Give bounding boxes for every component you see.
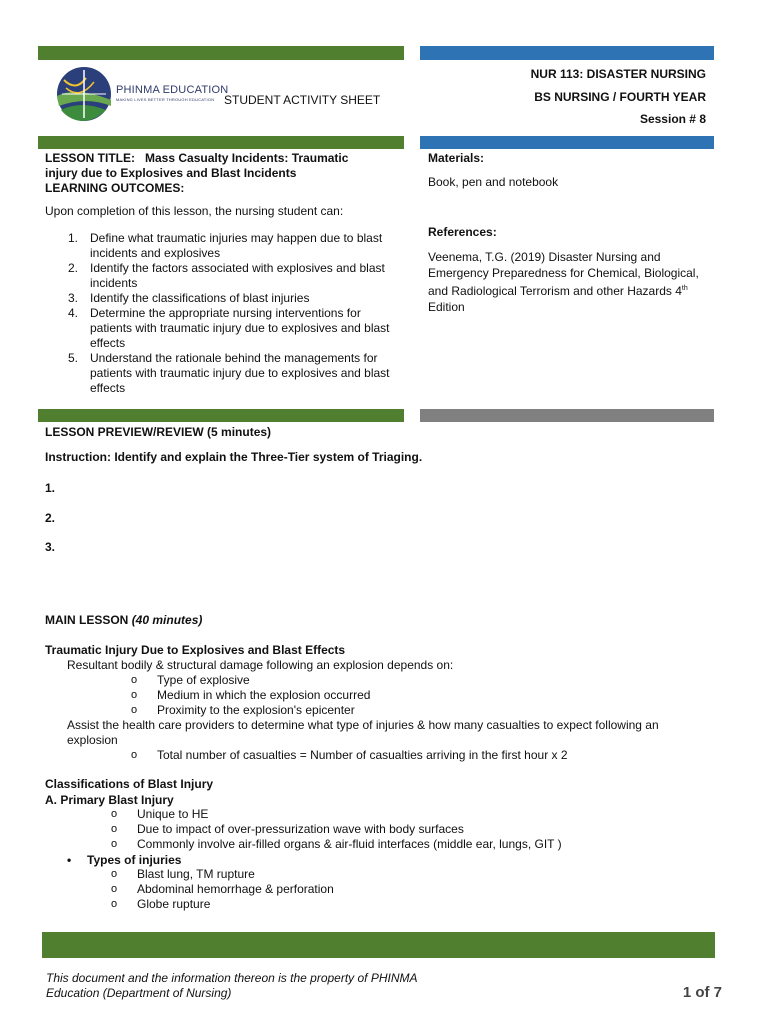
types-heading-text: Types of injuries — [87, 853, 182, 867]
type-item: o Blast lung, TM rupture — [111, 867, 334, 882]
course-title: NUR 113: DISASTER NURSING — [530, 67, 706, 81]
outcome-text: Identify the classifications of blast injuries — [90, 291, 310, 305]
lesson-title-line2: injury due to Explosives and Blast Incidents — [45, 166, 297, 180]
lesson-title — [45, 151, 405, 196]
footer-green-bar — [42, 932, 715, 958]
assist-text: Assist the health care providers to determine what type of injuries & how many casualties to expect following an explosion — [67, 718, 659, 747]
primary-point: o Due to impact of over-pressurization wave with body surfaces — [111, 822, 562, 837]
disclaimer-line1: This document and the information thereon is the property of PHINMA — [46, 971, 418, 985]
outcome-item — [68, 261, 398, 291]
main-lesson-heading — [45, 613, 202, 627]
outcomes-heading: LEARNING OUTCOMES: — [45, 181, 185, 195]
types-list — [111, 867, 334, 912]
lesson-title-label: LESSON TITLE: — [45, 151, 135, 165]
references-edition: Edition — [428, 300, 465, 314]
outcome-number: 2. — [68, 261, 79, 275]
header-top-blue-bar — [420, 46, 714, 60]
references-text — [428, 249, 710, 315]
primary-point: o Commonly involve air-filled organs & air-fluid interfaces (middle ear, lungs, GIT ) — [111, 837, 562, 852]
preview-heading: LESSON PREVIEW/REVIEW (5 minutes) — [45, 425, 272, 439]
main-lesson-title: MAIN LESSON — [45, 613, 129, 627]
references-heading: References: — [428, 225, 497, 239]
materials-blue-bar — [420, 136, 714, 149]
factor-item: o Type of explosive — [131, 673, 370, 688]
materials-heading: Materials: — [428, 151, 485, 165]
outcomes-intro: Upon completion of this lesson, the nursing student can: — [45, 204, 344, 218]
types-heading — [67, 853, 181, 867]
outcome-item — [68, 306, 398, 351]
outcome-item — [68, 231, 398, 261]
outcome-item — [68, 351, 398, 396]
phinma-logo-icon — [56, 66, 112, 122]
bullet-icon: • — [67, 853, 72, 867]
org-name: PHINMA EDUCATION — [116, 84, 229, 96]
phinma-logo — [56, 66, 112, 122]
disclaimer-line2: Education (Department of Nursing) — [46, 986, 232, 1000]
preview-item-3: 3. — [45, 540, 56, 554]
type-item: o Globe rupture — [111, 897, 334, 912]
factors-list — [131, 673, 370, 718]
sheet-title: STUDENT ACTIVITY SHEET — [224, 93, 381, 107]
outcome-text: Define what traumatic injuries may happen due to blast incidents and explosives — [90, 231, 383, 260]
formula-list — [131, 748, 568, 763]
lesson-title-line1: Mass Casualty Incidents: Traumatic — [145, 151, 349, 165]
main-lesson-duration: (40 minutes) — [131, 613, 203, 627]
outcome-number: 3. — [68, 291, 79, 305]
outcome-item — [68, 291, 398, 306]
formula-item: o Total number of casualties = Number of casualties arriving in the first hour x 2 — [131, 748, 568, 763]
primary-point: o Unique to HE — [111, 807, 562, 822]
depends-on-text: Resultant bodily & structural damage following an explosion depends on: — [67, 658, 454, 672]
materials-text: Book, pen and notebook — [428, 175, 559, 189]
lesson-green-bar — [38, 136, 404, 149]
program-title: BS NURSING / FOURTH YEAR — [534, 90, 706, 104]
outcome-text: Identify the factors associated with explosives and blast incidents — [90, 261, 385, 290]
footer-disclaimer — [46, 971, 418, 1001]
preview-green-bar — [38, 409, 404, 422]
references-citation: Veenema, T.G. (2019) Disaster Nursing and Emergency Preparedness for Chemical, Biological, and Radiological Terrorism and other Hazards 4 — [428, 250, 699, 298]
outcome-text: Understand the rationale behind the managements for patients with traumatic injury due to explosives and blast effects — [90, 351, 390, 395]
org-tagline: MAKING LIVES BETTER THROUGH EDUCATION — [116, 97, 215, 102]
factor-item: o Proximity to the explosion's epicenter — [131, 703, 370, 718]
preview-item-2: 2. — [45, 511, 56, 525]
section-title: Traumatic Injury Due to Explosives and Blast Effects — [45, 643, 346, 657]
outcome-number: 4. — [68, 306, 79, 320]
primary-points-list — [111, 807, 562, 852]
outcome-number: 5. — [68, 351, 79, 365]
outcomes-list — [68, 231, 398, 396]
header-top-green-bar — [38, 46, 404, 60]
preview-gray-bar — [420, 409, 714, 422]
page-number: 1 of 7 — [682, 984, 722, 1001]
outcome-number: 1. — [68, 231, 79, 245]
preview-instruction: Instruction: Identify and explain the Three-Tier system of Triaging. — [45, 450, 423, 464]
primary-blast-heading: A. Primary Blast Injury — [45, 793, 174, 807]
session-number: Session # 8 — [639, 112, 706, 126]
outcome-text: Determine the appropriate nursing interventions for patients with traumatic injury due to explosives and blast effects — [90, 306, 390, 350]
preview-item-1: 1. — [45, 481, 56, 495]
factor-item: o Medium in which the explosion occurred — [131, 688, 370, 703]
classifications-heading: Classifications of Blast Injury — [45, 777, 214, 791]
references-sup: th — [681, 285, 688, 292]
type-item: o Abdominal hemorrhage & perforation — [111, 882, 334, 897]
